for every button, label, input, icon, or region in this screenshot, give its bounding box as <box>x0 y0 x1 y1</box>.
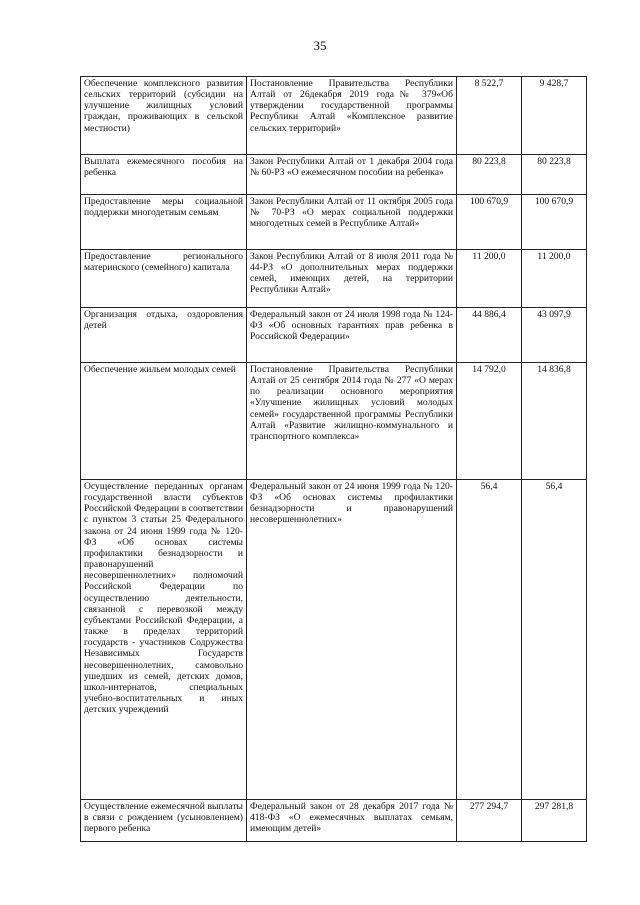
measure-name-cell: Организация отдыха, оздоровления детей <box>81 308 247 363</box>
amount-year2-cell: 43 097,9 <box>522 308 587 363</box>
table-row <box>81 308 587 363</box>
amount-year2-cell: 14 836,8 <box>522 363 587 480</box>
amount-year2-cell: 11 200,0 <box>522 250 587 308</box>
amount-year1-cell: 8 522,7 <box>457 77 522 155</box>
amount-year1-cell: 56,4 <box>457 480 522 800</box>
amount-year1-cell: 11 200,0 <box>457 250 522 308</box>
budget-table <box>80 76 587 842</box>
measure-name-cell: Обеспечение комплексного развития сельских территорий (субсидии на улучшение жилищных условий граждан, проживающих в сельской местности) <box>81 77 247 155</box>
table-row <box>81 77 587 155</box>
measure-name-cell: Выплата ежемесячного пособия на ребенка <box>81 155 247 195</box>
amount-year1-cell: 14 792,0 <box>457 363 522 480</box>
amount-year2-cell: 56,4 <box>522 480 587 800</box>
table-row <box>81 363 587 480</box>
legal-basis-cell: Закон Республики Алтай от 8 июля 2011 года № 44-РЗ «О дополнительных мерах поддержки семей, имеющих детей, на территории Республики Алтай» <box>247 250 457 308</box>
amount-year2-cell: 297 281,8 <box>522 800 587 842</box>
table-row <box>81 195 587 250</box>
amount-year1-cell: 100 670,9 <box>457 195 522 250</box>
amount-year1-cell: 80 223,8 <box>457 155 522 195</box>
measure-name-cell: Предоставление меры социальной поддержки многодетным семьям <box>81 195 247 250</box>
legal-basis-cell: Постановление Правительства Республики Алтай от 25 сентября 2014 года № 277 «О мерах по реализации основного мероприятия «Улучшение жилищных условий молодых семей» государственной программы Республики Алтай «Развитие жилищно-коммунального и транспортного комплекса» <box>247 363 457 480</box>
measure-name-cell: Предоставление регионального материнского (семейного) капитала <box>81 250 247 308</box>
measure-name-cell: Обеспечение жильем молодых семей <box>81 363 247 480</box>
table-row <box>81 250 587 308</box>
amount-year1-cell: 44 886,4 <box>457 308 522 363</box>
table-row <box>81 155 587 195</box>
amount-year2-cell: 9 428,7 <box>522 77 587 155</box>
amount-year1-cell: 277 294,7 <box>457 800 522 842</box>
measure-name-cell: Осуществление переданных органам государственной власти субъектов Российской Федерации в соответствии с пунктом 3 статьи 25 Федерального закона от 24 июня 1999 года № 120-ФЗ «Об основах системы профилактики безнадзорности и правонарушений несовершеннолетних» полномочий Российской Федерации по осуществлению деятельности, связанной с перевозкой между субъектами Российской Федерации, а также в пределах территорий государств - участников Содружества Независимых Государств несовершеннолетних, самовольно ушедших из семей, детских домов, школ-интернатов, специальных учебно-воспитательных и иных детских учреждений <box>81 480 247 800</box>
amount-year2-cell: 100 670,9 <box>522 195 587 250</box>
legal-basis-cell: Федеральный закон от 28 декабря 2017 года № 418-ФЗ «О ежемесячных выплатах семьям, имеющим детей» <box>247 800 457 842</box>
table-row <box>81 800 587 842</box>
legal-basis-cell: Федеральный закон от 24 июля 1998 года № 124-ФЗ «Об основных гарантиях прав ребенка в Российской Федерации» <box>247 308 457 363</box>
legal-basis-cell: Закон Республики Алтай от 11 октября 2005 года № 70-РЗ «О мерах социальной поддержки многодетных семей в Республике Алтай» <box>247 195 457 250</box>
page-number: 35 <box>313 38 327 53</box>
measure-name-cell: Осуществление ежемесячной выплаты в связи с рождением (усыновлением) первого ребенка <box>81 800 247 842</box>
legal-basis-cell: Постановление Правительства Республики Алтай от 26декабря 2019 года№ 379«Об утверждении государственной программы Республики Алтай «Комплексное развитие сельских территорий» <box>247 77 457 155</box>
legal-basis-cell: Закон Республики Алтай от 1 декабря 2004 года № 60-РЗ «О ежемесячном пособии на ребенка» <box>247 155 457 195</box>
legal-basis-cell: Федеральный закон от 24 июня 1999 года № 120-ФЗ «Об основах системы профилактики безнадзорности и правонарушений несовершеннолетних» <box>247 480 457 800</box>
table-row <box>81 480 587 800</box>
amount-year2-cell: 80 223,8 <box>522 155 587 195</box>
